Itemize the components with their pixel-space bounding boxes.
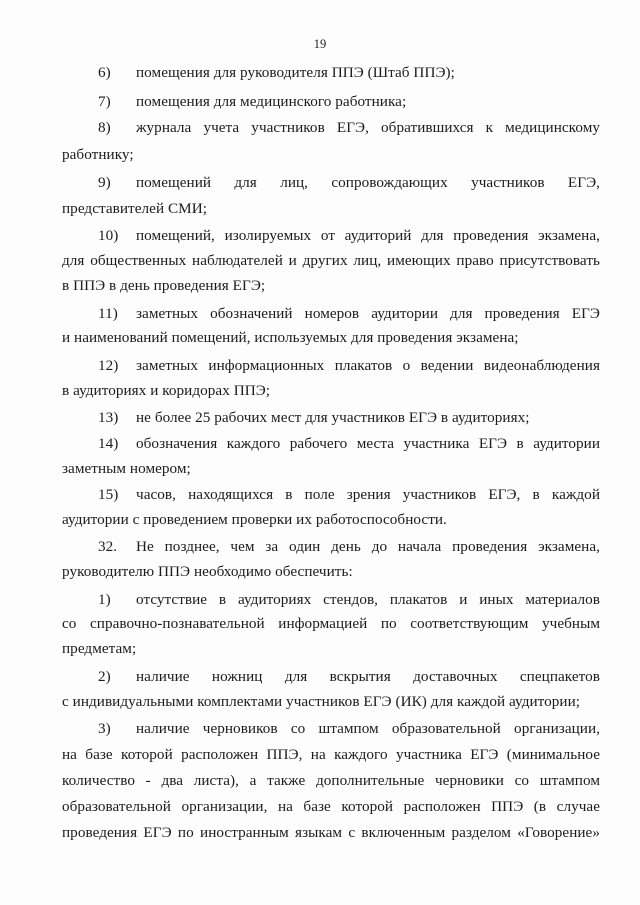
item-continuation: для общественных наблюдателей и других лиц, имеющих право присутствовать bbox=[62, 252, 600, 269]
item-text: часов, находящихся в поле зрения участников ЕГЭ, в каждой bbox=[136, 486, 600, 503]
item-text: заметных обозначений номеров аудитории для проведения ЕГЭ bbox=[136, 305, 600, 322]
item-number: 2) bbox=[98, 668, 111, 685]
item-text: обозначения каждого рабочего места участника ЕГЭ в аудитории bbox=[136, 435, 600, 452]
list-item-2 bbox=[98, 667, 600, 687]
item-number: 32. bbox=[98, 538, 118, 555]
item-text: Не позднее, чем за один день до начала проведения экзамена, bbox=[136, 538, 600, 555]
list-item-6 bbox=[98, 63, 600, 83]
item-continuation: и наименований помещений, используемых для проведения экзамена; bbox=[62, 329, 519, 346]
item-number: 15) bbox=[98, 486, 119, 503]
list-item-13 bbox=[98, 408, 600, 428]
item-number: 9) bbox=[98, 174, 111, 191]
item-text: помещения для медицинского работника; bbox=[136, 93, 407, 110]
list-item-12 bbox=[98, 356, 600, 376]
item-text: наличие ножниц для вскрытия доставочных спецпакетов bbox=[136, 668, 600, 685]
item-continuation: в ППЭ в день проведения ЕГЭ; bbox=[62, 277, 266, 294]
item-number: 13) bbox=[98, 409, 119, 426]
list-item-1 bbox=[98, 590, 600, 610]
item-text: помещений для лиц, сопровождающих участников ЕГЭ, bbox=[136, 174, 600, 191]
item-continuation: руководителю ППЭ необходимо обеспечить: bbox=[62, 563, 353, 580]
item-continuation: в аудиториях и коридорах ППЭ; bbox=[62, 382, 271, 399]
item-text: отсутствие в аудиториях стендов, плакатов и иных материалов bbox=[136, 591, 600, 608]
list-item-15 bbox=[98, 485, 600, 505]
list-item-9 bbox=[98, 173, 600, 193]
list-item-11 bbox=[98, 304, 600, 324]
item-text: наличие черновиков со штампом образовательной организации, bbox=[136, 720, 600, 737]
item-continuation: заметным номером; bbox=[62, 460, 191, 477]
item-continuation: проведения ЕГЭ по иностранным языкам с включенным разделом «Говорение» bbox=[62, 824, 600, 841]
item-number: 3) bbox=[98, 720, 111, 737]
list-item-14 bbox=[98, 434, 600, 454]
item-continuation: работнику; bbox=[62, 146, 134, 163]
item-continuation: образовательной организации, на базе которой расположен ППЭ (в случае bbox=[62, 798, 600, 815]
item-continuation: аудитории с проведением проверки их работоспособности. bbox=[62, 511, 447, 528]
item-continuation: предметам; bbox=[62, 640, 137, 657]
item-number: 8) bbox=[98, 119, 111, 136]
item-text: журнала учета участников ЕГЭ, обратившихся к медицинскому bbox=[136, 119, 600, 136]
list-item-3 bbox=[98, 719, 600, 739]
item-number: 11) bbox=[98, 305, 118, 322]
item-number: 12) bbox=[98, 357, 119, 374]
item-continuation: с индивидуальными комплектами участников ЕГЭ (ИК) для каждой аудитории; bbox=[62, 693, 581, 710]
item-number: 1) bbox=[98, 591, 111, 608]
paragraph-32 bbox=[98, 537, 600, 557]
item-text: не более 25 рабочих мест для участников ЕГЭ в аудиториях; bbox=[136, 409, 530, 426]
item-number: 6) bbox=[98, 64, 111, 81]
item-text: заметных информационных плакатов о ведении видеонаблюдения bbox=[136, 357, 600, 374]
item-continuation: представителей СМИ; bbox=[62, 200, 207, 217]
item-number: 7) bbox=[98, 93, 111, 110]
item-number: 14) bbox=[98, 435, 119, 452]
list-item-8 bbox=[98, 118, 600, 138]
item-continuation: на базе которой расположен ППЭ, на каждого участника ЕГЭ (минимальное bbox=[62, 746, 600, 763]
list-item-7 bbox=[98, 92, 600, 112]
list-item-10 bbox=[98, 226, 600, 246]
item-text: помещений, изолируемых от аудиторий для проведения экзамена, bbox=[136, 227, 600, 244]
page-number: 19 bbox=[313, 37, 327, 51]
item-continuation: со справочно-познавательной информацией по соответствующим учебным bbox=[62, 615, 600, 632]
item-number: 10) bbox=[98, 227, 119, 244]
item-continuation: количество - два листа), а также дополнительные черновики со штампом bbox=[62, 772, 600, 789]
item-text: помещения для руководителя ППЭ (Штаб ППЭ); bbox=[136, 64, 455, 81]
